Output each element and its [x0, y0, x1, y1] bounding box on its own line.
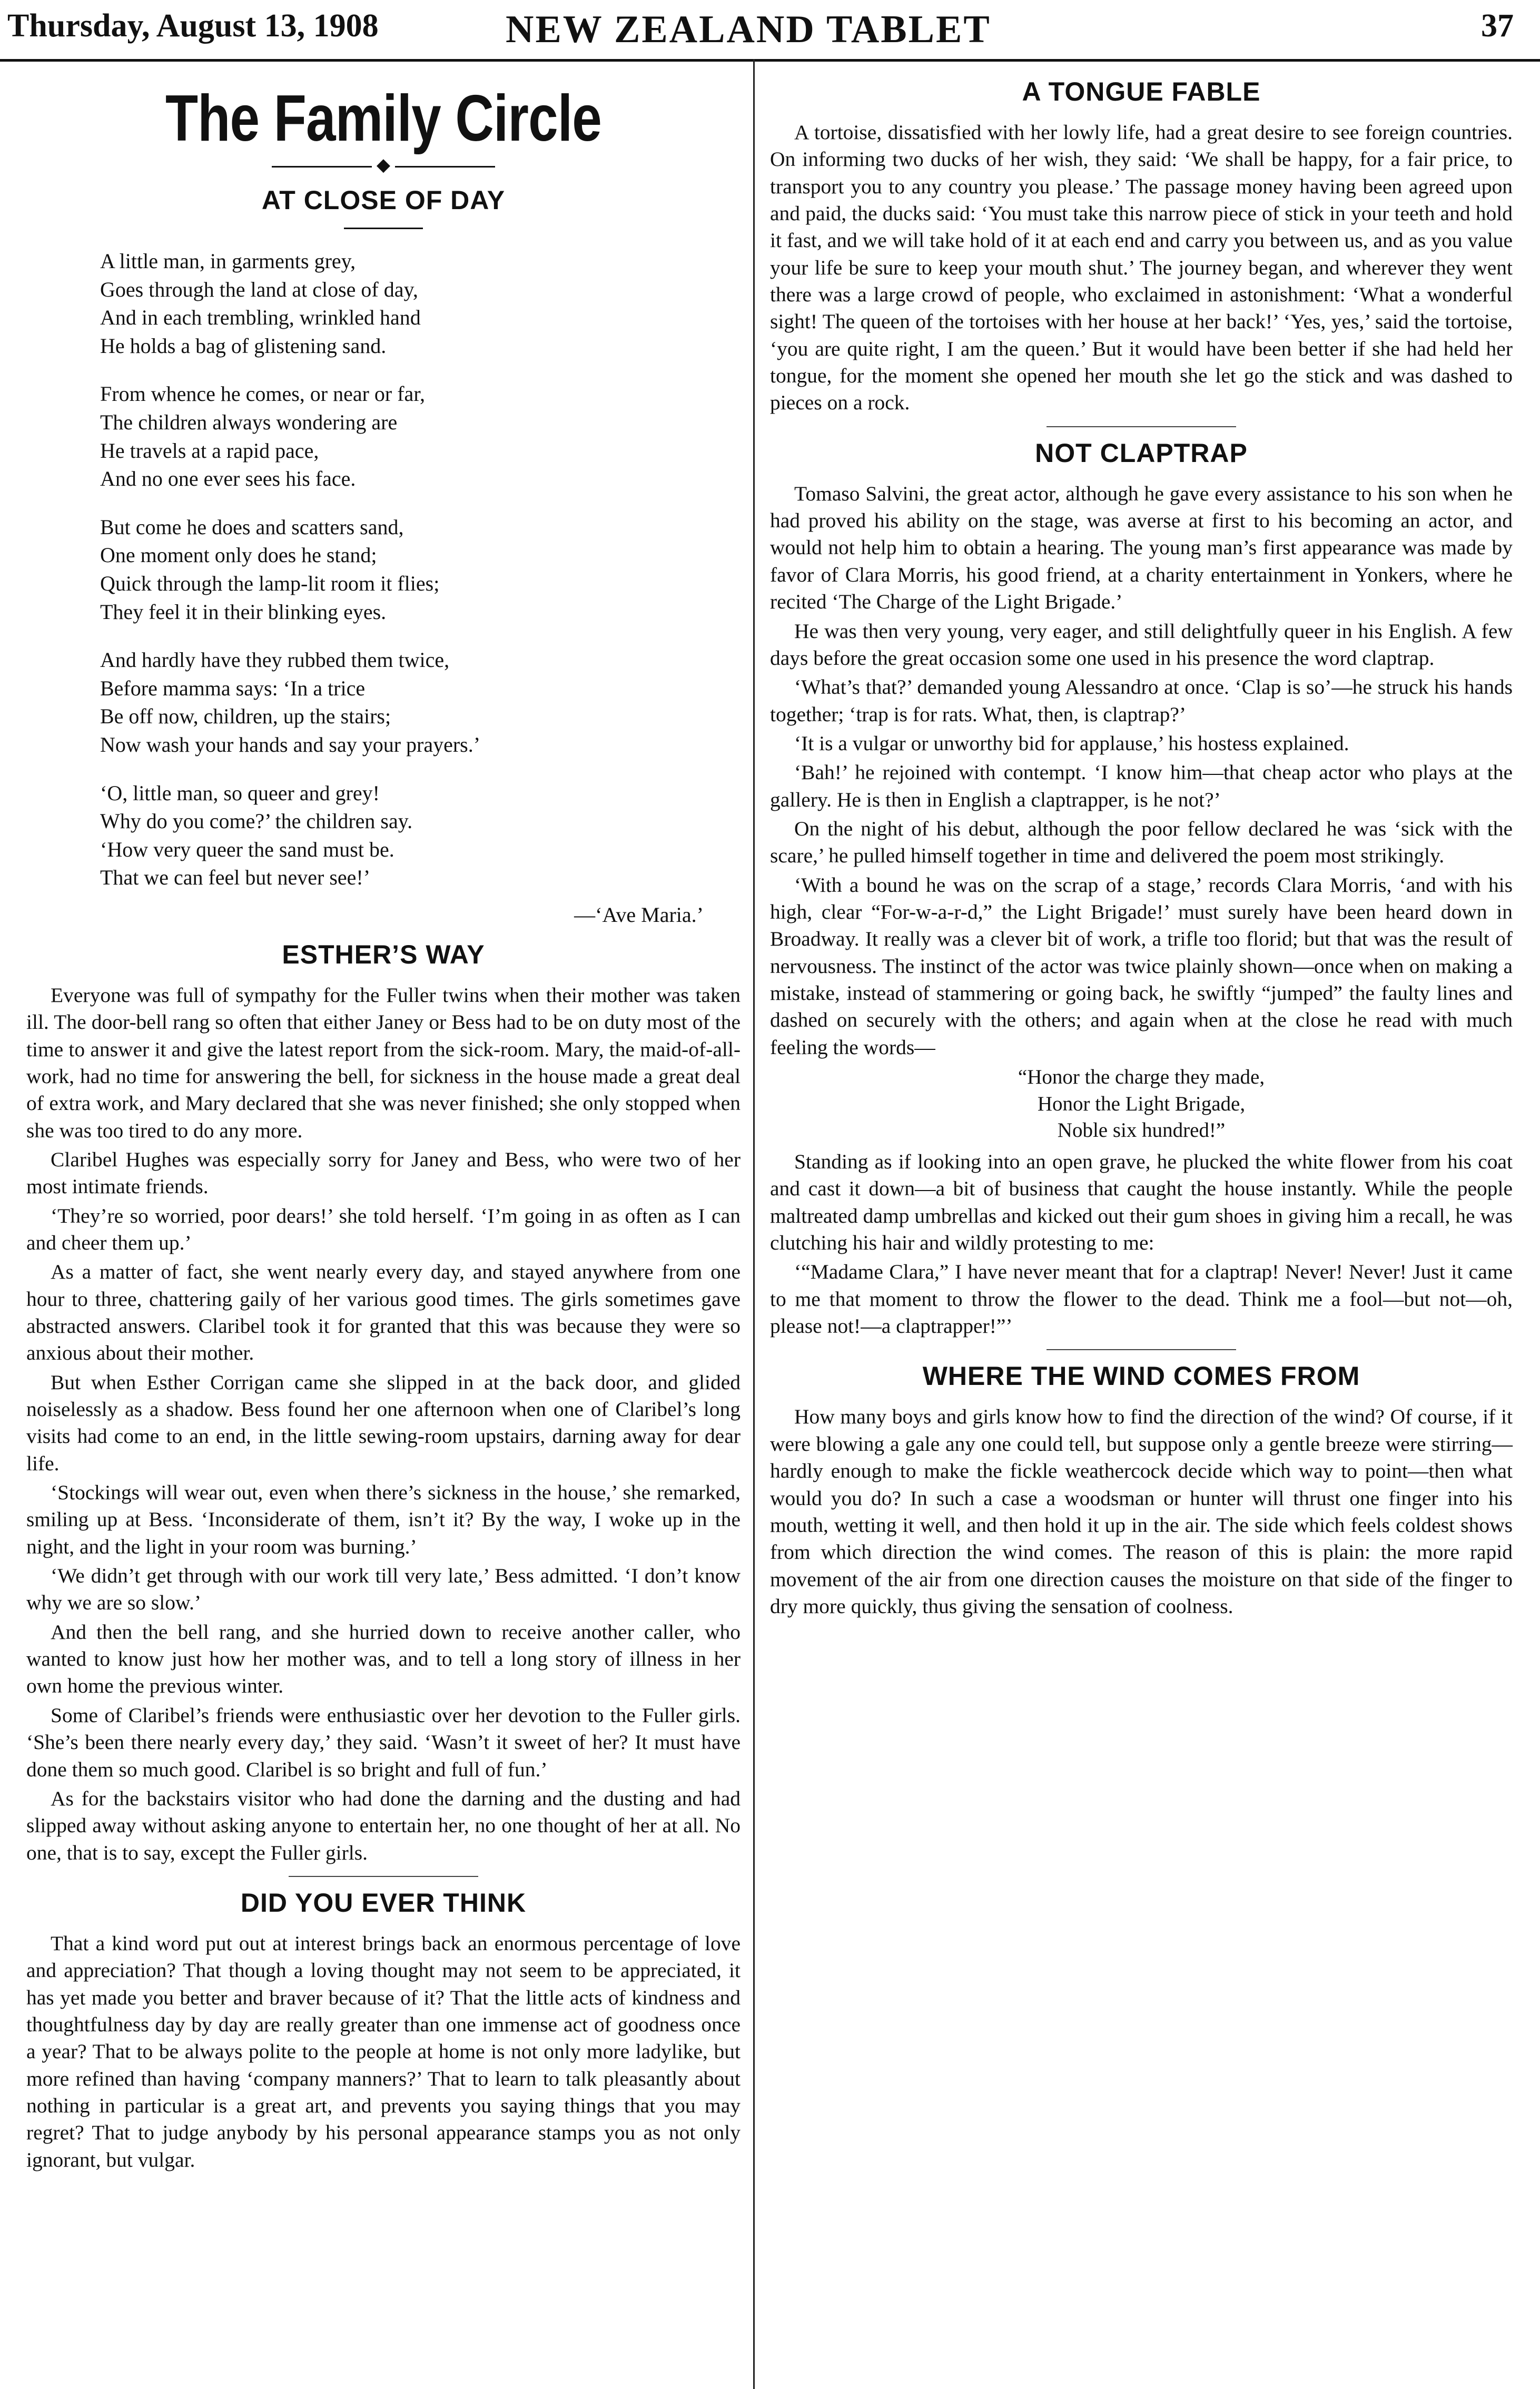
poem-line: Goes through the land at close of day,	[100, 277, 418, 301]
paragraph: As for the backstairs visitor who had done the darning and the dusting and had slipped away without asking anyone to entertain her, no one thought of her at all. No one, that is to say, except the Fuller girls.	[26, 1786, 741, 1864]
poem-line: But come he does and scatters sand,	[100, 515, 404, 539]
article-heading: ESTHER’S WAY	[282, 939, 485, 969]
verse-line: “Honor the charge they made,	[1018, 1066, 1265, 1088]
poem-line: And in each trembling, wrinkled hand	[100, 306, 421, 330]
paragraph: Some of Claribel’s friends were enthusiastic over her devotion to the Fuller girls. ‘She’s been there nearly every day,’ they said. ‘Wasn’t it sweet of her? It must have done them so much good. Claribel is so bright and full of fun.’	[26, 1703, 741, 1781]
paragraph: He was then very young, very eager, and still delightfully queer in his English. A few days before the great occasion some one used in his presence the word claptrap.	[770, 619, 1513, 670]
poem-line: From whence he comes, or near or far,	[100, 382, 426, 406]
divider	[1047, 1349, 1236, 1350]
divider	[1047, 426, 1236, 427]
poem-stanza	[100, 779, 741, 892]
article-heading: DID YOU EVER THINK	[240, 1887, 527, 1918]
article-body	[26, 1930, 741, 2174]
paragraph: As a matter of fact, she went nearly every day, and stayed anywhere from one hour to three, chattering gaily of her various good times. The girls sometimes gave abstracted answers. Claribel took it for granted that this was because they were so anxious about their mother.	[26, 1260, 741, 1365]
ornament-divider	[26, 156, 741, 174]
newspaper-title: NEW ZEALAND TABLET	[506, 8, 991, 51]
column-rule	[753, 59, 755, 2389]
poem-line: One moment only does he stand;	[100, 543, 377, 567]
paragraph: ‘With a bound he was on the scrap of a stage,’ records Clara Morris, ‘and with his high, clear “For-w-a-r-d,” the Light Brigade!’ must surely have been heard down in Broadway. It really was a clever bit of work, a trifle too florid; but that was the result of nervousness. The instinct of the actor was twice plainly shown—once when on making a mistake, instead of stammering or going back, he swiftly “jumped” the faulty lines and dashed on securely with the others; and again when at the close he read with much feeling the words—	[770, 873, 1513, 1059]
paragraph: ‘What’s that?’ demanded young Alessandro at once. ‘Clap is so’—he struck his hands together; ‘trap is for rats. What, then, is claptrap?’	[770, 675, 1513, 726]
paragraph: On the night of his debut, although the poor fellow declared he was ‘sick with the scare,’ he pulled himself together in time and delivered the poem most strikingly.	[770, 817, 1513, 868]
poem-line: Be off now, children, up the stairs;	[100, 704, 391, 729]
paragraph: ‘We didn’t get through with our work till very late,’ Bess admitted. ‘I don’t know why we are so slow.’	[26, 1564, 741, 1615]
poem-stanza	[100, 247, 741, 360]
paragraph: ‘“Madame Clara,” I have never meant that for a claptrap! Never! Never! Just it came to me that moment to throw the flower to the dead. Think me a fool—but not—oh, please not!—a claptrapper!”’	[770, 1260, 1513, 1338]
article-heading: WHERE THE WIND COMES FROM	[922, 1361, 1360, 1391]
divider	[344, 228, 423, 229]
poem-attribution: —‘Ave Maria.’	[574, 902, 704, 927]
poem-line: Before mamma says: ‘In a trice	[100, 676, 366, 700]
paragraph: Tomaso Salvini, the great actor, although he gave every assistance to his son when he had proved his ability on the stage, was averse at first to his becoming an actor, and would not help him to obtain a hearing. The young man’s first appearance was made by favor of Clara Morris, his good friend, at a charity entertainment in Yonkers, where he recited ‘The Charge of the Light Brigade.’	[770, 481, 1513, 614]
article-heading: A TONGUE FABLE	[1022, 77, 1261, 106]
paragraph: How many boys and girls know how to find the direction of the wind? Of course, if it were blowing a gale any one could tell, but suppose only a gentle breeze were stirring—hardly enough to make the fickle weathercock decide which way to point—then what would you do? In such a case a woodsman or hunter will thrust one finger into his mouth, wetting it well, and then hold it up in the air. The side which feels coldest shows from which direction the wind comes. The reason of this is plain: the more rapid movement of the air from one direction causes the moisture on that side of the finger to dry more quickly, thus giving the sensation of coolness.	[770, 1405, 1513, 1618]
article-heading: NOT CLAPTRAP	[1035, 438, 1248, 468]
divider	[289, 1876, 478, 1877]
poem-line: And no one ever sees his face.	[100, 467, 356, 491]
poem-line: ‘O, little man, so queer and grey!	[100, 781, 380, 805]
article-body	[770, 480, 1513, 1340]
paragraph: ‘They’re so worried, poor dears!’ she told herself. ‘I’m going in as often as I can and cheer them up.’	[26, 1204, 741, 1254]
poem-line: He holds a bag of glistening sand.	[100, 333, 387, 358]
quoted-verse	[770, 1064, 1513, 1144]
issue-date: Thursday, August 13, 1908	[7, 8, 379, 44]
paragraph: Standing as if looking into an open grave, he plucked the white flower from his coat and cast it down—a bit of business that caught the house instantly. While the people maltreated damp umbrellas and kicked out their gum shoes in giving him a recall, he was clutching his hair and wildly protesting to me:	[770, 1150, 1513, 1255]
section-title: The Family Circle	[165, 82, 602, 155]
page-number: 37	[1481, 8, 1514, 44]
verse-line: Noble six hundred!”	[1057, 1119, 1226, 1142]
poem-stanza	[100, 513, 741, 626]
paragraph: ‘It is a vulgar or unworthy bid for applause,’ his hostess explained.	[794, 731, 1349, 755]
poem-line: They feel it in their blinking eyes.	[100, 599, 387, 624]
paragraph: A tortoise, dissatisfied with her lowly life, had a great desire to see foreign countries. On informing two ducks of her wish, they said: ‘We shall be happy, for a fair price, to transport you to any country you please.’ The passage money having been agreed upon and paid, the ducks said: ‘You must take this narrow piece of stick in your teeth and hold it fast, and we will take hold of it at each end and carry you between us, and as you value your life be sure to keep your mouth shut.’ The journey began, and wherever they went there was a large crowd of people, who exclaimed in astonishment: ‘What a wonderful sight! The queen of the tortoises with her house at her back!’ ‘Yes, yes,’ said the tortoise, ‘you are quite right, I am the queen.’ But it would have been better if she had held her tongue, for the moment she opened her mouth she let go the stick and was dashed to pieces on a rock.	[770, 121, 1513, 415]
article-body	[26, 982, 741, 1866]
paragraph: And then the bell rang, and she hurried down to receive another caller, who wanted to know just how her mother was, and to tell a long story of illness in her own home the previous winter.	[26, 1620, 741, 1698]
paragraph: But when Esther Corrigan came she slipped in at the back door, and glided noiselessly as a shadow. Bess found her one afternoon when one of Claribel’s long visits had come to an end, in the little sewing-room upstairs, darning away for dear life.	[26, 1370, 741, 1475]
poem-line: And hardly have they rubbed them twice,	[100, 648, 450, 672]
paragraph: Everyone was full of sympathy for the Fuller twins when their mother was taken ill. The door-bell rang so often that either Janey or Bess had to be on duty most of the time to answer it and give the latest report from the sick-room. Mary, the maid-of-all-work, had no time for answering the bell, for sickness in the house made a great deal of extra work, and Mary declared that she was never finished; she only stopped when she was too tired to do any more.	[26, 983, 741, 1142]
poem-stanza	[100, 380, 741, 493]
article-body	[770, 1403, 1513, 1620]
poem-line: Why do you come?’ the children say.	[100, 809, 413, 833]
article-body	[770, 119, 1513, 417]
poem-line: Now wash your hands and say your prayers.’	[100, 732, 481, 756]
poem-line: ‘How very queer the sand must be.	[100, 837, 394, 861]
right-column	[770, 66, 1513, 2384]
poem-line: A little man, in garments grey,	[100, 249, 356, 273]
paragraph: Claribel Hughes was especially sorry for Janey and Bess, who were two of her most intimate friends.	[26, 1147, 741, 1198]
poem-stanza	[100, 646, 741, 759]
paragraph: ‘Stockings will wear out, even when there’s sickness in the house,’ she remarked, smiling up at Bess. ‘Inconsiderate of them, isn’t it? By the way, I woke up in the night, and the light in your room was burning.’	[26, 1481, 741, 1558]
poem-heading: AT CLOSE OF DAY	[261, 185, 506, 215]
left-column	[26, 66, 741, 2384]
paragraph: ‘Bah!’ he rejoined with contempt. ‘I know him—that cheap actor who plays at the gallery. He is then in English a claptrapper, is he not?’	[770, 761, 1513, 811]
masthead	[0, 0, 1540, 62]
poem-line: Quick through the lamp-lit room it flies;	[100, 571, 440, 595]
poem-line: That we can feel but never see!’	[100, 866, 371, 890]
verse-line: Honor the Light Brigade,	[1037, 1092, 1246, 1115]
poem	[26, 247, 741, 892]
paragraph: That a kind word put out at interest brings back an enormous percentage of love and appreciation? That though a loving thought may not seem to be appreciated, it has yet made you better and braver because of it? That the little acts of kindness and thoughtfulness day by day are really greater than one immense act of goodness once a year? That to be always polite to the people at home is not only more ladylike, but more refined than having ‘company manners?’ That to learn to talk pleasantly about nothing in particular is a great art, and prevents you saying things that you may regret? That to judge anybody by his personal appearance stamps you as not only ignorant, but vulgar.	[26, 1931, 741, 2171]
poem-line: The children always wondering are	[100, 410, 398, 434]
poem-line: He travels at a rapid pace,	[100, 438, 319, 463]
diamond-icon: ◆	[376, 155, 391, 175]
